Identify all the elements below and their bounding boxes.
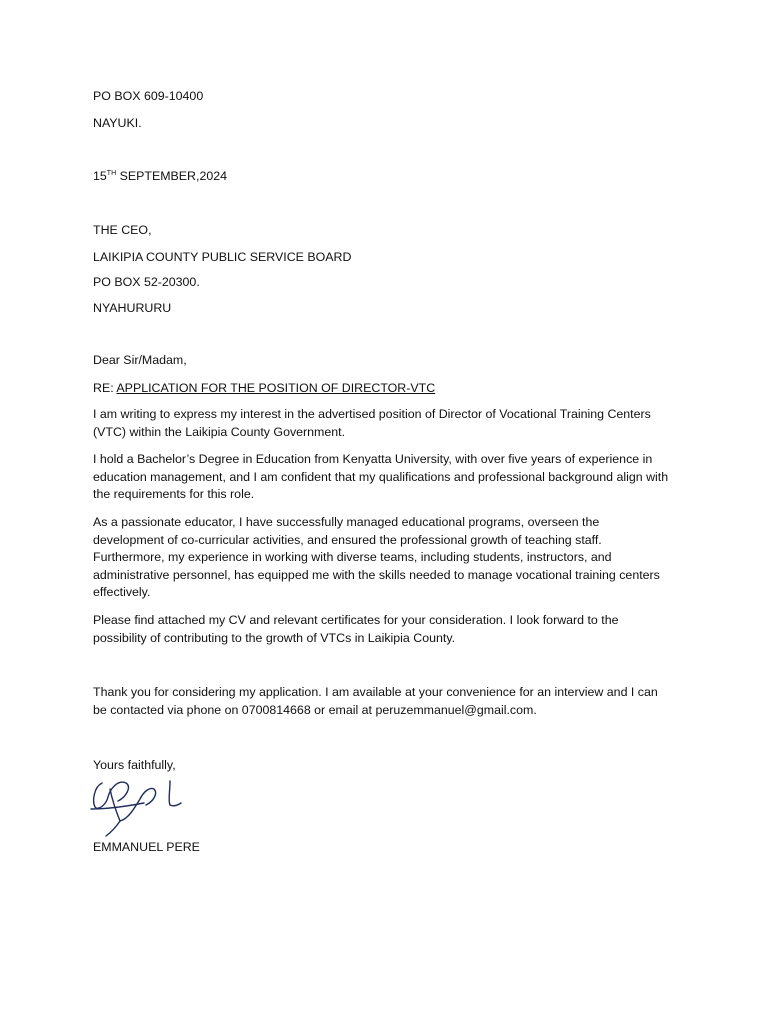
body-paragraph-1	[93, 406, 673, 441]
paragraph-text: Thank you for considering my application. I am available at your convenience for an interview and I can be contacted via phone on 0700814668 or email at peruzemmanuel@gmail.com.	[93, 685, 658, 717]
paragraph-text: Please find attached my CV and relevant certificates for your consideration. I look forward to the possibility of contributing to the growth of VTCs in Laikipia County.	[93, 613, 619, 645]
date-rest: SEPTEMBER,2024	[116, 169, 228, 183]
recipient-address: PO BOX 52-20300.	[93, 275, 200, 289]
recipient-organization: LAIKIPIA COUNTY PUBLIC SERVICE BOARD	[93, 250, 352, 264]
signatory-name: EMMANUEL PERE	[93, 840, 200, 854]
salutation: Dear Sir/Madam,	[93, 353, 187, 367]
subject-line	[93, 381, 435, 396]
recipient-town: NYAHURURU	[93, 301, 172, 315]
paragraph-text: As a passionate educator, I have successfully managed educational programs, overseen the development of co-curricular activities, and ensured the professional growth of teaching staff. Furthermore, my experience in working with diverse teams, including students, instructors, and administrative personnel, has equipped me with the skills needed to manage vocational training centers effectively.	[93, 515, 660, 600]
recipient-title: THE CEO,	[93, 223, 152, 237]
sender-address-line1: PO BOX 609-10400	[93, 89, 204, 103]
subject-prefix: RE:	[93, 381, 117, 395]
body-paragraph-3	[93, 514, 673, 602]
subject-text: APPLICATION FOR THE POSITION OF DIRECTOR-VTC	[116, 381, 436, 395]
closing: Yours faithfully,	[93, 758, 176, 772]
sender-address-line2: NAYUKI.	[93, 116, 142, 130]
handwritten-signature	[88, 775, 184, 841]
body-paragraph-5	[93, 684, 673, 719]
date-suffix: TH	[106, 170, 117, 177]
paragraph-text: I hold a Bachelor’s Degree in Education from Kenyatta University, with over five years of experience in education management, and I am confident that my qualifications and professional background align with the requirements for this role.	[93, 452, 669, 502]
body-paragraph-4	[93, 612, 673, 647]
letter-date	[93, 169, 227, 184]
date-day: 15	[93, 169, 107, 183]
body-paragraph-2	[93, 451, 673, 504]
paragraph-text: I am writing to express my interest in the advertised position of Director of Vocational Training Centers (VTC) within the Laikipia County Government.	[93, 407, 651, 439]
